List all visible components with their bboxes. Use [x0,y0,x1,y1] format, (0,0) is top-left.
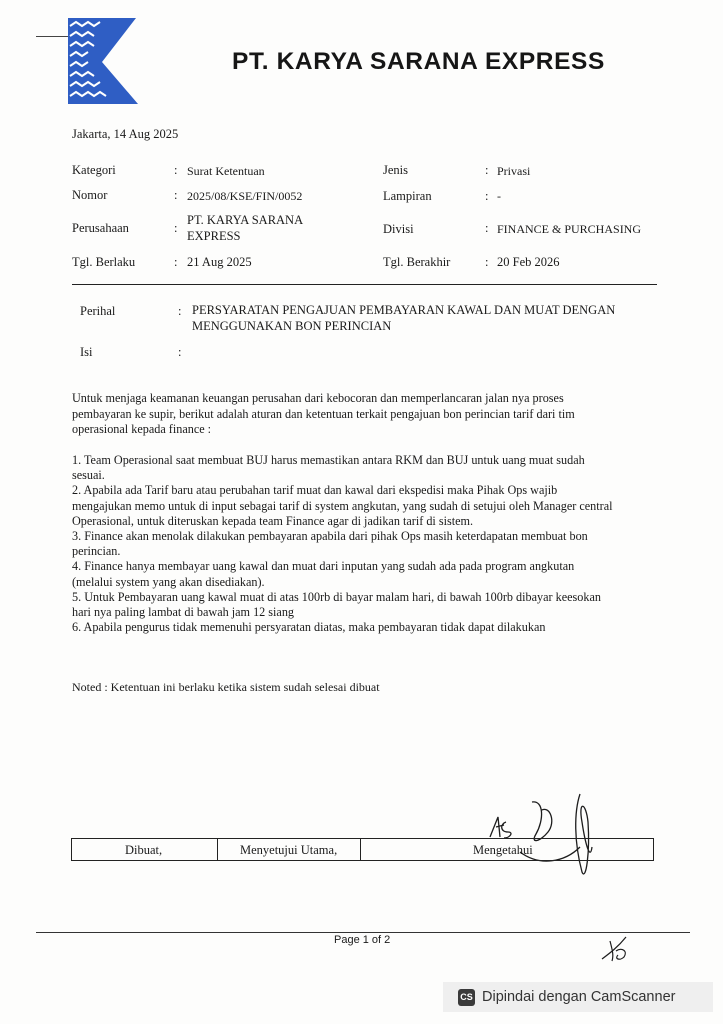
intro-line: pembayaran ke supir, berikut adalah aturan dan ketentuan terkait pengajuan bon perincian tarif dari tim [72,406,575,421]
signature-cell-mengetahui [361,839,653,860]
camscanner-icon: CS [458,989,475,1006]
rules-list [72,453,652,635]
nomor-value: 2025/08/KSE/FIN/0052 [187,189,303,203]
intro-line: operasional kepada finance : [72,422,212,437]
company-name: PT. KARYA SARANA EXPRESS [232,48,605,75]
jenis-value: Privasi [497,164,531,178]
rule-line: 2. Apabila ada Tarif baru atau perubahan tarif muat dan kawal dari ekspedisi maka Pihak Ops wajib [72,483,558,498]
tgl-berakhir-colon: : [485,255,489,269]
menyetujui-utama-label: Menyetujui Utama, [240,843,338,857]
isi-colon: : [178,345,182,359]
logo-mark-line [36,36,68,37]
perihal-label: Perihal [80,304,116,318]
isi-label: Isi [80,345,93,359]
camscanner-watermark [443,982,713,1012]
rule-line: (melalui system yang akan disediakan). [72,574,265,589]
nomor-colon: : [174,188,178,202]
rule-line: 1. Team Operasional saat membuat BUJ harus memastikan antara RKM dan BUJ untuk uang muat sudah [72,453,585,467]
tgl-berlaku-colon: : [174,255,178,269]
rule-line: 6. Apabila pengurus tidak memenuhi persyaratan diatas, maka pembayaran tidak dapat dilakukan [72,620,546,635]
intro-line: Untuk menjaga keamanan keuangan perusahan dari kebocoran dan memperlancaran jalan nya proses [72,391,564,405]
kategori-value: Surat Ketentuan [187,164,265,178]
rule-line: perincian. [72,544,121,559]
lampiran-colon: : [485,189,489,203]
watermark-text: Dipindai dengan CamScanner [482,989,676,1005]
dibuat-label: Dibuat, [125,843,163,857]
perusahaan-label: Perusahaan [72,221,129,235]
rule-line: hari nya paling lambat di bawah jam 12 siang [72,605,295,620]
jenis-label: Jenis [383,163,408,177]
jenis-colon: : [485,163,489,177]
tgl-berlaku-label: Tgl. Berlaku [72,255,136,269]
mengetahui-label: Mengetahui [473,843,533,857]
initials-signature [598,933,634,965]
lampiran-value: - [497,189,501,203]
kategori-label: Kategori [72,163,116,177]
header-divider [72,284,657,285]
perihal-value-line1: PERSYARATAN PENGAJUAN PEMBAYARAN KAWAL DAN MUAT DENGAN [192,303,616,317]
rule-line: 3. Finance akan menolak dilakukan pembayaran apabila dari pihak Ops masih keterdapatan membuat bon [72,529,588,544]
rule-line: sesuai. [72,468,105,483]
signature-table [71,838,654,861]
rule-line: mengajukan memo untuk di input sebagai tarif di system angkutan, yang sudah di setujui oleh Manager central [72,498,613,513]
tgl-berlaku-value: 21 Aug 2025 [187,255,252,269]
perihal-value-line2: MENGGUNAKAN BON PERINCIAN [192,319,392,333]
perusahaan-value-line2: EXPRESS [187,229,241,243]
rule-line: 5. Untuk Pembayaran uang kawal muat di atas 100rb di bayar malam hari, di bawah 100rb dibayar keesokan [72,589,601,604]
note-text: Noted : Ketentuan ini berlaku ketika sistem sudah selesai dibuat [72,680,380,694]
perihal-colon: : [178,304,182,318]
lampiran-label: Lampiran [383,189,432,203]
signature-cell-menyetujui [218,839,361,860]
divisi-label: Divisi [383,222,414,236]
nomor-label: Nomor [72,188,108,202]
rule-line: 4. Finance hanya membayar uang kawal dan muat dari inputan yang sudah ada pada program angkutan [72,559,575,574]
divisi-colon: : [485,221,489,235]
tgl-berakhir-label: Tgl. Berakhir [383,255,451,269]
page-number: Page 1 of 2 [334,934,391,946]
place-date: Jakarta, 14 Aug 2025 [72,127,179,141]
footer-divider [36,932,690,933]
intro-paragraph [72,391,647,438]
perusahaan-colon: : [174,221,178,235]
rule-line: Operasional, untuk diteruskan kepada team Finance agar di jadikan tarif di sistem. [72,513,474,528]
perusahaan-value-line1: PT. KARYA SARANA [187,213,304,227]
divisi-value: FINANCE & PURCHASING [497,222,642,236]
kategori-colon: : [174,163,178,177]
company-logo [66,18,154,108]
signature-cell-dibuat [72,839,218,860]
tgl-berakhir-value: 20 Feb 2026 [497,255,560,269]
